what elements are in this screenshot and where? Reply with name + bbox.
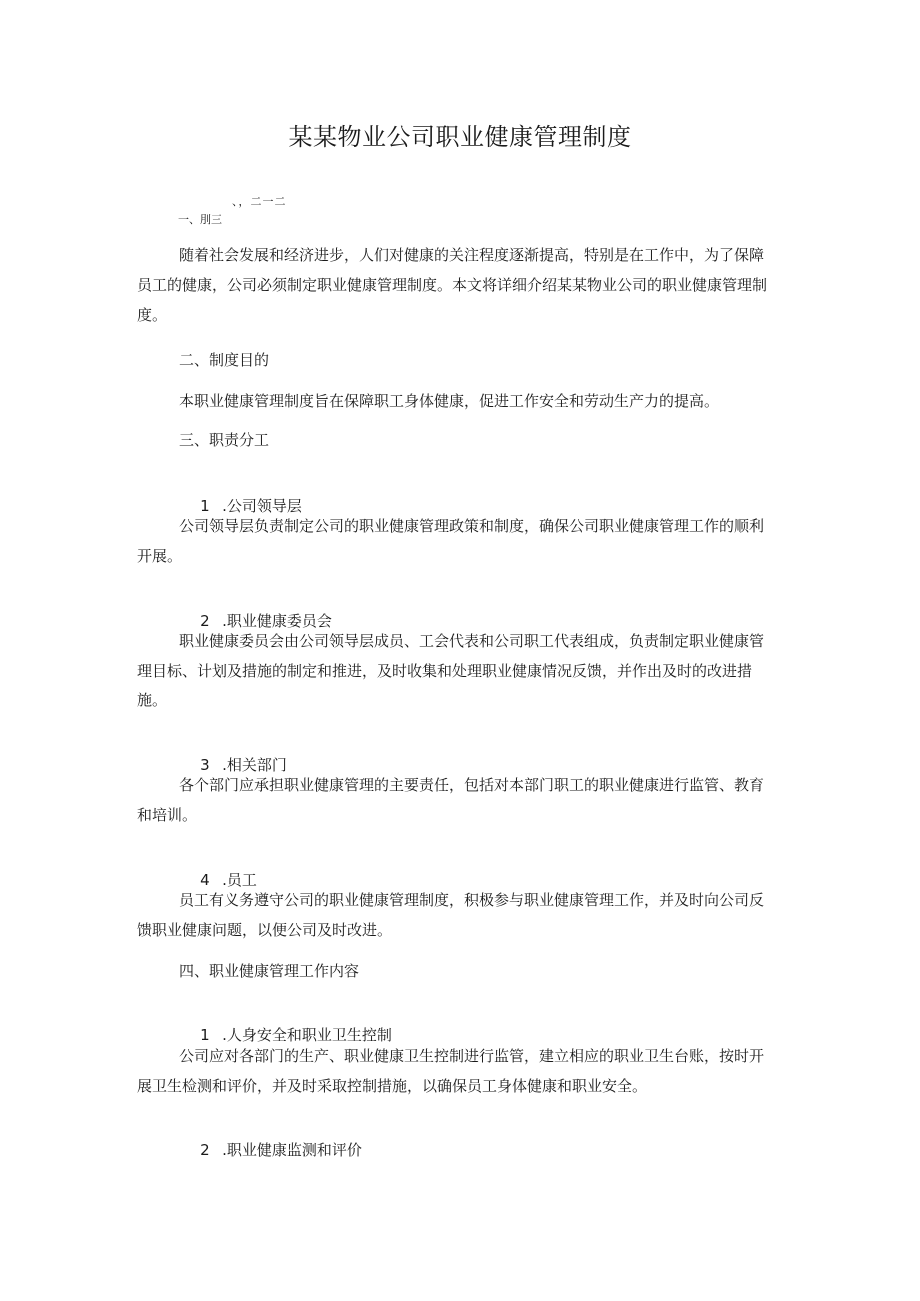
- paragraph-line: 和培训。: [137, 806, 198, 824]
- subsection-heading: [181, 1120, 362, 1180]
- subsection-title: .相关部门: [222, 756, 287, 774]
- paragraph-line: 公司领导层负责制定公司的职业健康管理政策和制度，确保公司职业健康管理工作的顺利: [179, 517, 765, 535]
- section-heading-responsibilities: 三、职责分工: [179, 431, 270, 449]
- section-heading-work-content: 四、职业健康管理工作内容: [179, 962, 360, 980]
- purpose-paragraph: 本职业健康管理制度旨在保障职工身体健康，促进工作安全和劳动生产力的提高。: [179, 392, 720, 410]
- paragraph-line: 理目标、计划及措施的制定和推进，及时收集和处理职业健康情况反馈，并作出及时的改进措: [137, 662, 753, 680]
- subsection-number: 2: [200, 1141, 210, 1159]
- subsection-title: .公司领导层: [222, 497, 302, 515]
- paragraph-line: 展卫生检测和评价，并及时采取控制措施，以确保员工身体健康和职业安全。: [137, 1077, 648, 1095]
- intro-paragraph-line: 随着社会发展和经济进步，人们对健康的关注程度逐渐提高，特别是在工作中，为了保障: [179, 246, 765, 264]
- subsection-number: 1: [200, 1026, 210, 1044]
- paragraph-line: 开展。: [137, 547, 183, 565]
- subsection-number: 4: [200, 871, 210, 889]
- subsection-title: .职业健康委员会: [222, 612, 332, 630]
- subsection-title: .员工: [222, 871, 257, 889]
- paragraph-line: 公司应对各部门的生产、职业健康卫生控制进行监管，建立相应的职业卫生台账，按时开: [179, 1047, 765, 1065]
- scan-artifact-text: 、，二一二: [232, 195, 287, 208]
- intro-paragraph-line: 度。: [137, 306, 168, 324]
- subsection-title: .人身安全和职业卫生控制: [222, 1026, 392, 1044]
- section-heading-intro: 一、刖三: [178, 213, 222, 226]
- section-heading-purpose: 二、制度目的: [179, 351, 270, 369]
- subsection-number: 1: [200, 497, 210, 515]
- paragraph-line: 馈职业健康问题，以便公司及时改进。: [137, 921, 393, 939]
- paragraph-line: 员工有义务遵守公司的职业健康管理制度，积极参与职业健康管理工作，并及时向公司反: [179, 891, 765, 909]
- paragraph-line: 施。: [137, 691, 168, 709]
- intro-paragraph-line: 员工的健康，公司必须制定职业健康管理制度。本文将详细介绍某某物业公司的职业健康管理制: [137, 276, 768, 294]
- paragraph-line: 职业健康委员会由公司领导层成员、工会代表和公司职工代表组成，负责制定职业健康管: [179, 632, 765, 650]
- subsection-number: 3: [200, 756, 210, 774]
- document-title: 某某物业公司职业健康管理制度: [288, 123, 632, 151]
- paragraph-line: 各个部门应承担职业健康管理的主要责任，包括对本部门职工的职业健康进行监管、教育: [179, 776, 765, 794]
- subsection-title: .职业健康监测和评价: [222, 1141, 362, 1159]
- subsection-number: 2: [200, 612, 210, 630]
